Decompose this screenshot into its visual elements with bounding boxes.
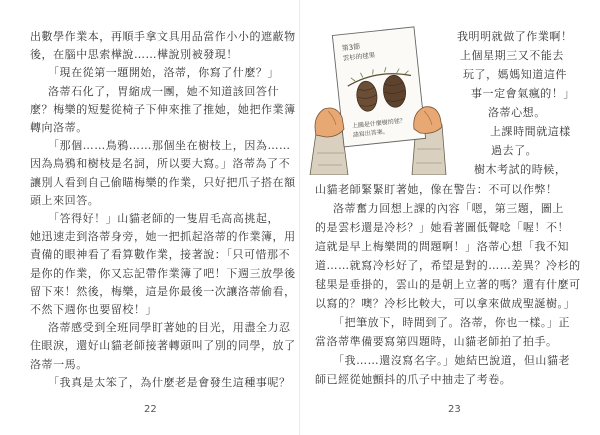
text-line: 洛蒂一馬。 [30, 357, 88, 371]
text-line: 「我……還沒寫名字。」她結巴說道，但山貓老 [333, 354, 571, 367]
text-line: 玩了，媽媽知道這件 [463, 68, 567, 81]
text-line: 事一定會氣瘋的！」 [471, 87, 575, 100]
text-line: 毬果是垂掛的，雲山的是朝上立著的嗎？還有什麼可 [315, 278, 581, 291]
card-caption-line-1: 上圖是什麼樹的毬？ [351, 117, 407, 130]
text-line: 住眼淚，還好山貓老師接著轉頭叫了別的同學，放了 [30, 339, 296, 353]
text-line: 轉向洛蒂。 [30, 121, 88, 134]
text-line: 「把筆放下，時間到了。洛蒂，你也一樣。」正 [333, 316, 571, 329]
text-line: 的是雲杉還是冷杉？」她看著圖低聲唸「喔！不！ [315, 221, 570, 234]
card-title-line-1: 第3節 [341, 42, 361, 53]
text-line: 我明明就做了作業啊！ [457, 30, 573, 43]
text-line: 這就是早上梅樂問的問題啊！」洛蒂心想「我不知 [315, 240, 570, 253]
text-line: 洛蒂感受到全班同學盯著她的目光，用盡全力忍 [48, 321, 291, 335]
text-line: 過去了。 [491, 144, 538, 157]
text-line: 洛蒂心想。 [488, 106, 546, 119]
page-number-right: 23 [448, 404, 461, 415]
text-line: 「現在從第一題開始，洛蒂，你寫了什麼？」 [48, 66, 279, 80]
text-line: 出數學作業本，再順手拿文具用品當作小小的遮蔽物 [30, 30, 296, 43]
text-line: 責備的眼神看了看算數作業，接著說：「只可惜那不 [30, 248, 291, 262]
page-number-left: 22 [144, 404, 157, 415]
text-line: 洛蒂奮力回想上課的內容「嗯，第三題，圖上 [333, 202, 564, 215]
text-line: 讓別人看到自己偷瞄梅樂的作業，只好把爪子搭在額 [30, 175, 296, 189]
text-line: 上課時間就這樣 [490, 125, 571, 138]
text-line: 師已經從她顫抖的爪子中抽走了考卷。 [315, 373, 512, 386]
text-line: 後，在腦中思索樺說……樺說別被發現！ [30, 48, 238, 62]
text-line: 「那個……鳥鴉……那個坐在樹枝上，因為…… [48, 139, 291, 153]
text-line: 以寫的？噢？冷杉比較大，可以拿來做成聖誕樹。」 [315, 297, 576, 310]
exam-card [332, 27, 425, 147]
text-line: 她迅速走到洛蒂身旁，她一把抓起洛蒂的作業簿，用 [30, 230, 296, 244]
card-caption-line-2: 請寫出答案。 [352, 128, 390, 139]
text-line: 洛蒂石化了，胃縮成一團，她不知道該回答什 [48, 84, 279, 98]
text-line: 頭上來回答。 [30, 193, 100, 207]
left-paw [315, 108, 344, 137]
text-line: 麼？梅樂的短髮從椅子下伸來推了推她，她把作業簿 [30, 102, 296, 116]
card-title-line-2: 雲杉的毬果 [342, 51, 376, 63]
text-line: 樹木考試的時候， [474, 163, 567, 176]
text-line: 道……就寫冷杉好了，希望是對的……差異？冷杉的 [315, 259, 581, 272]
text-line: 是你的作業，你又忘記帶作業簿了吧！下週三放學後 [30, 266, 296, 280]
text-line: 當洛蒂準備要寫第四題時，山貓老師拍了拍手。 [315, 335, 558, 348]
text-line: 上個星期三又不能去 [460, 49, 564, 62]
text-line: 「我真是太笨了，為什麼老是會發生這種事呢？ [48, 375, 291, 389]
text-line: 「答得好！」山貓老師的一隻眉毛高高挑起， [48, 212, 279, 225]
text-line: 不然下週你也要留校！」 [30, 303, 158, 316]
text-line: 留下來！然後，梅樂，這是你最後一次讓洛蒂偷看， [30, 284, 296, 298]
text-line: 因為鳥鴉和樹枝是名詞，所以要大寫。」洛蒂為了不 [30, 157, 291, 171]
text-line: 山貓老師緊緊盯著她，像在警告：不可以作弊！ [315, 183, 558, 196]
exam-paper-illustration [308, 25, 448, 175]
